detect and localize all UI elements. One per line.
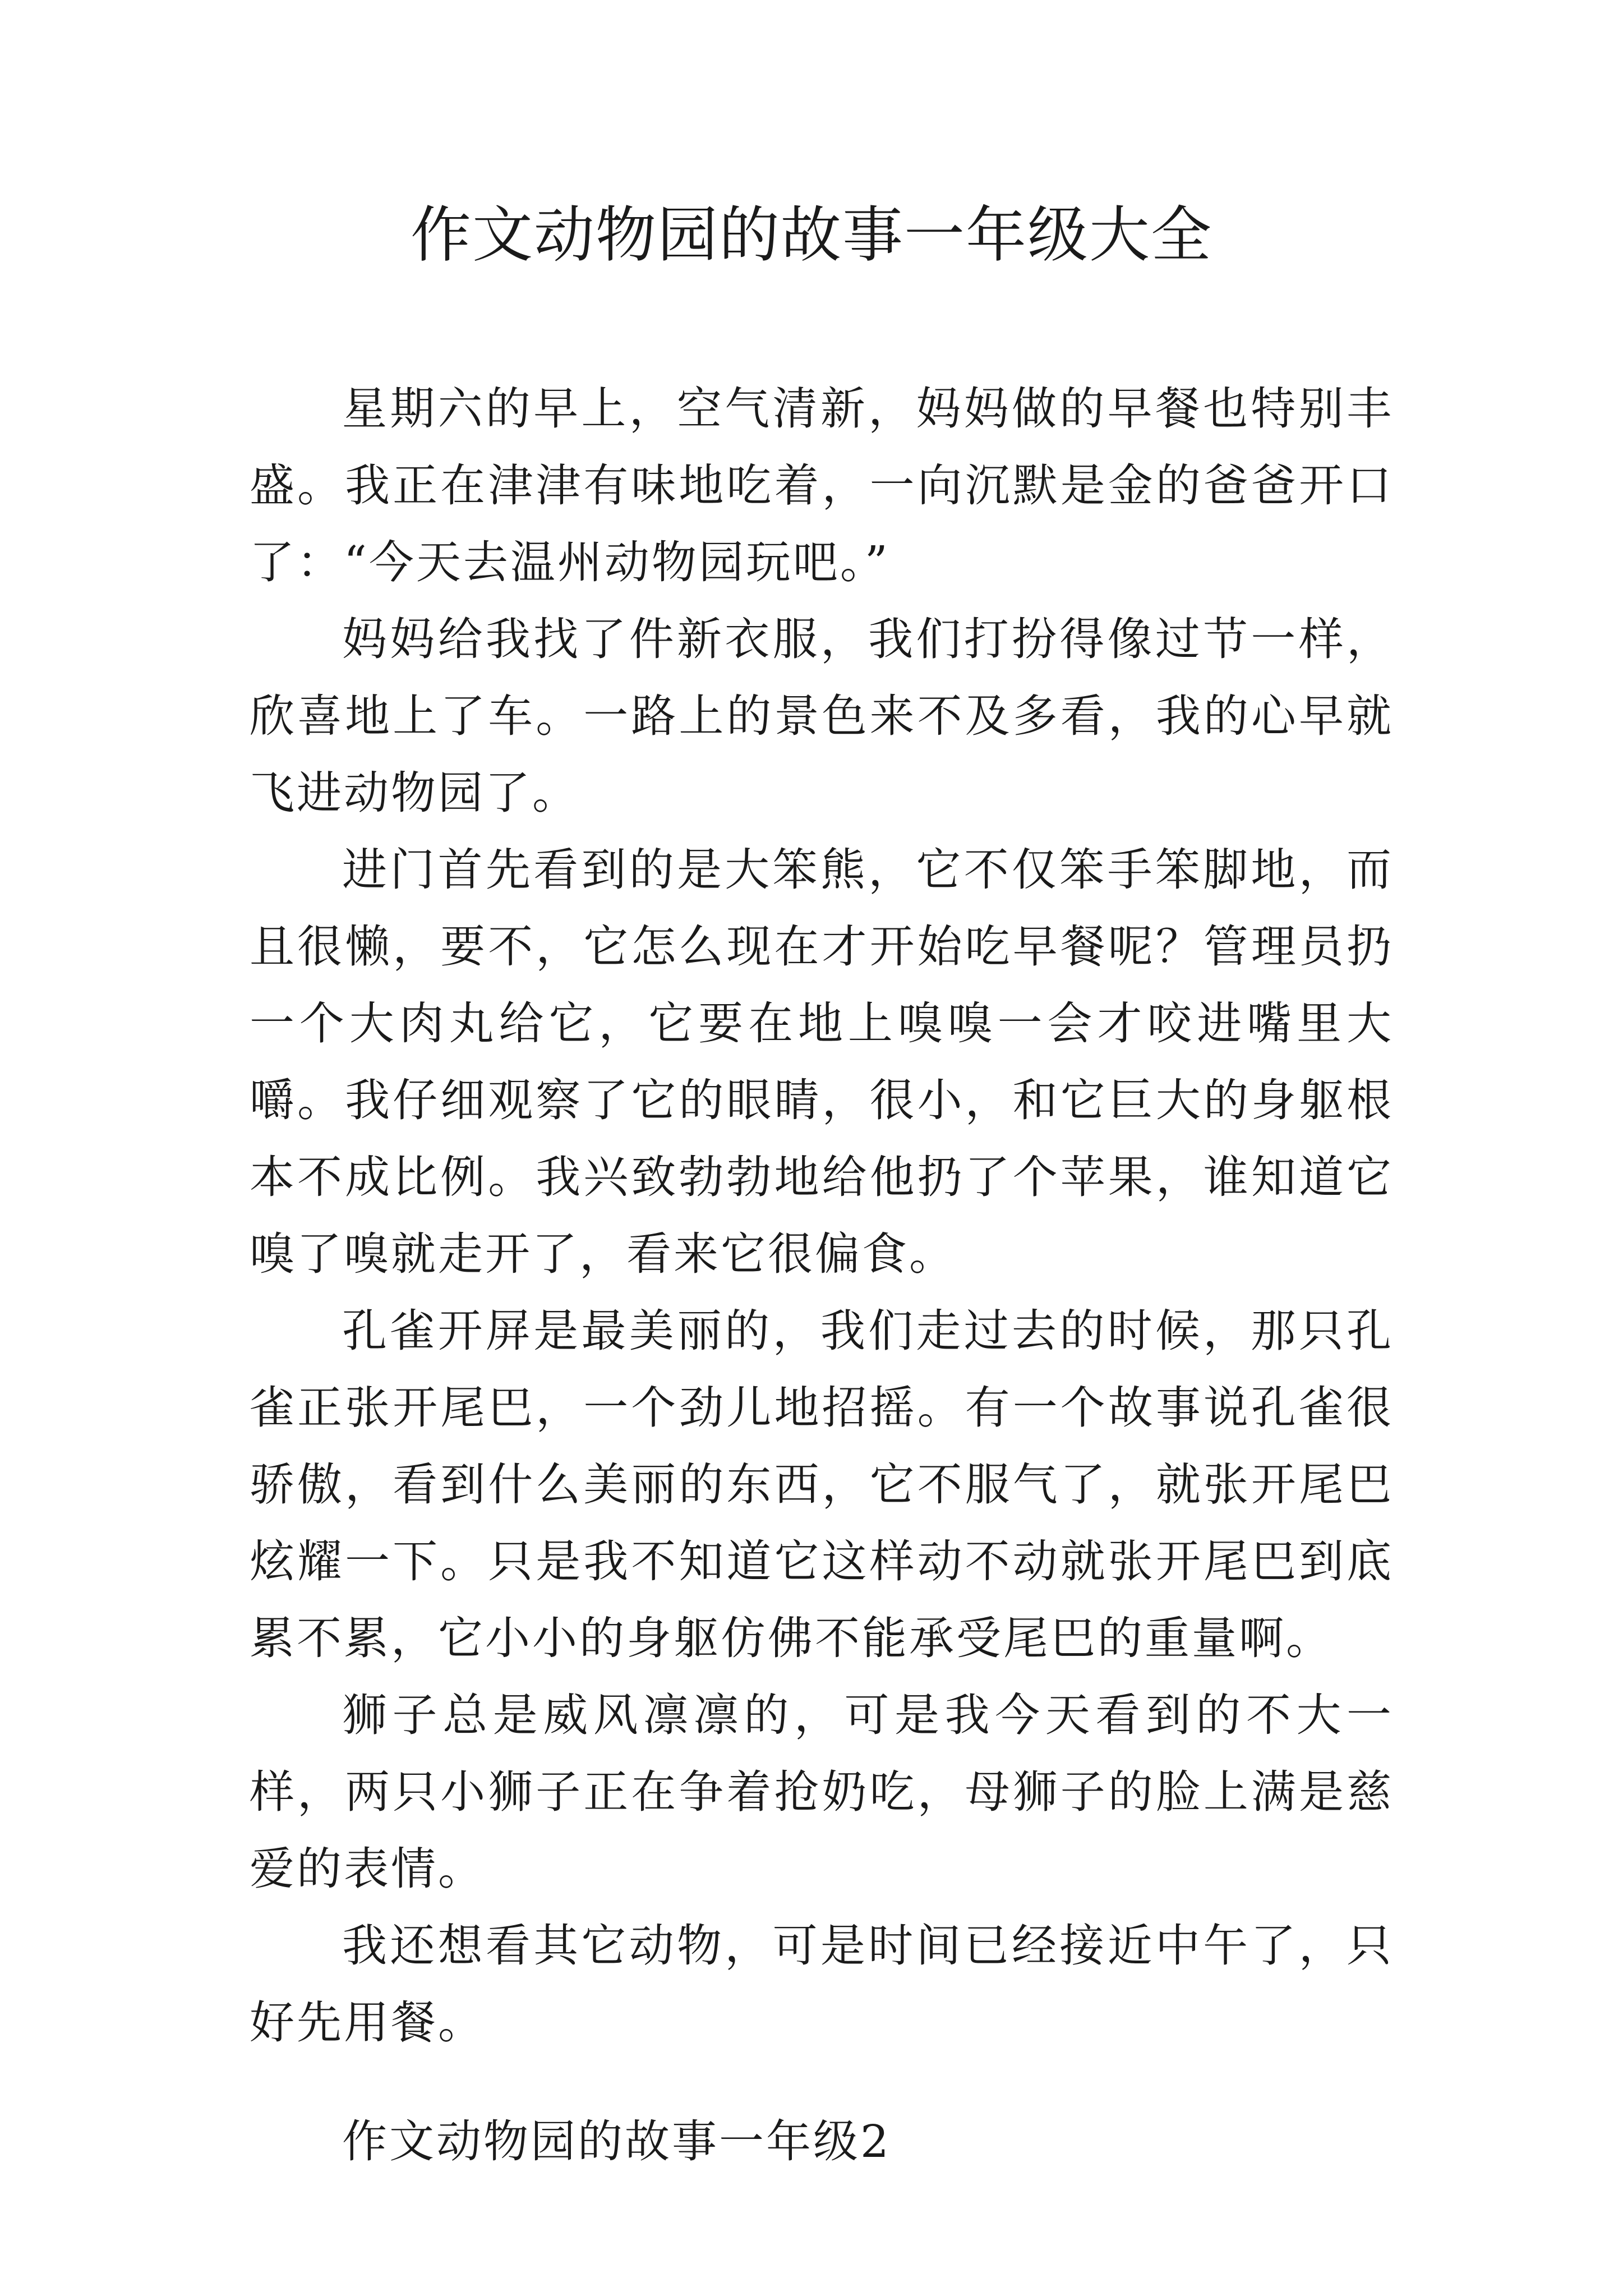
document-title: 作文动物园的故事一年级大全 bbox=[410, 200, 1212, 270]
section-subheading: 作文动物园的故事一年级2 bbox=[342, 2115, 891, 2168]
paragraph-bear: 进门首先看到的是大笨熊，它不仅笨手笨脚地，而且很懒，要不，它怎么现在才开始吃早餐呢？管理员扔一个大肉丸给它，它要在地上嗅嗅一会才咬进嘴里大嚼。我仔细观察了它的眼睛，很小，和它巨大的身躯根本不成比例。我兴致勃勃地给他扔了个苹果，谁知道它嗅了嗅就走开了，看来它很偏食。 bbox=[250, 844, 1394, 1280]
paragraph-breakfast: 星期六的早上，空气清新，妈妈做的早餐也特别丰盛。我正在津津有味地吃着，一向沉默是金的爸爸开口了：“今天去温州动物园玩吧。” bbox=[250, 383, 1394, 588]
paragraph-lion: 狮子总是威风凛凛的，可是我今天看到的不大一样，两只小狮子正在争着抢奶吃，母狮子的脸上满是慈爱的表情。 bbox=[250, 1689, 1394, 1895]
paragraph-peacock: 孔雀开屏是最美丽的，我们走过去的时候，那只孔雀正张开尾巴，一个劲儿地招摇。有一个故事说孔雀很骄傲，看到什么美丽的东西，它不服气了，就张开尾巴炫耀一下。只是我不知道它这样动不动就张开尾巴到底累不累，它小小的身躯仿佛不能承受尾巴的重量啊。 bbox=[250, 1305, 1394, 1664]
paragraph-departure: 妈妈给我找了件新衣服，我们打扮得像过节一样，欣喜地上了车。一路上的景色来不及多看，我的心早就飞进动物园了。 bbox=[250, 613, 1394, 819]
paragraph-lunch: 我还想看其它动物，可是时间已经接近中午了，只好先用餐。 bbox=[250, 1920, 1394, 2049]
document-body bbox=[250, 370, 1394, 2180]
